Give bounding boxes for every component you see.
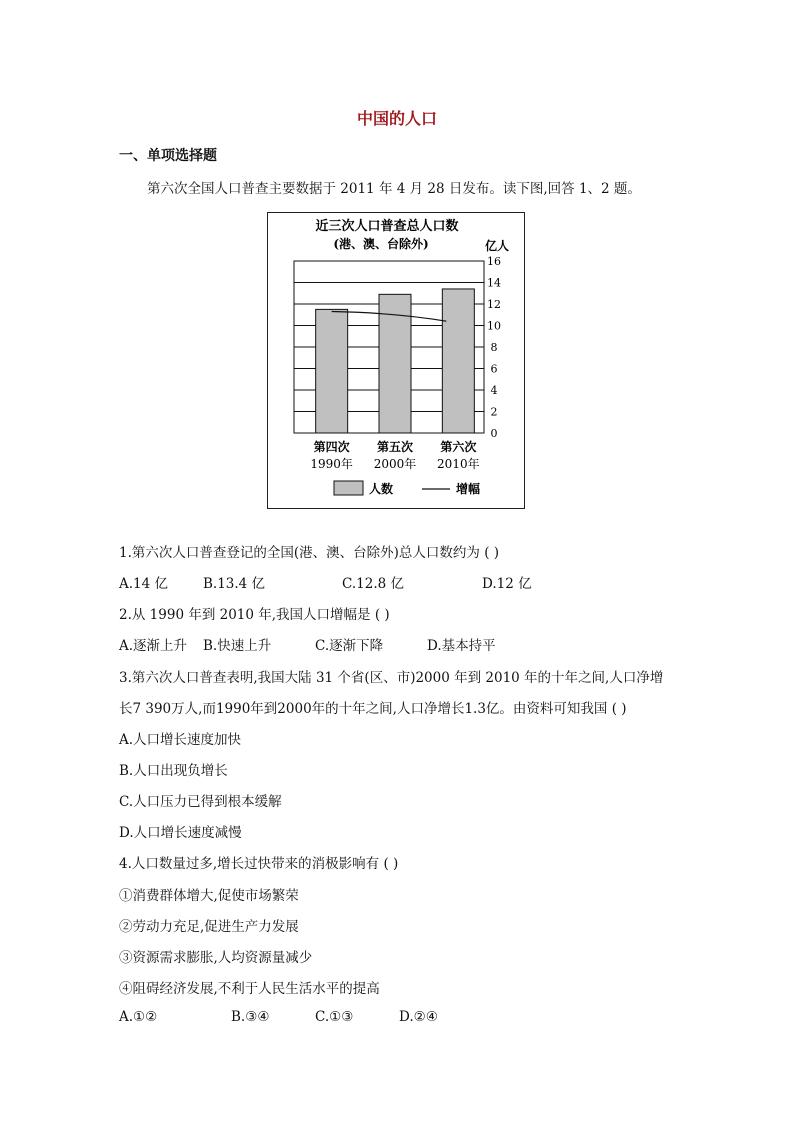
q1-option-d[interactable]: D.12 亿 xyxy=(482,576,532,592)
x-tick-label: 第六次 xyxy=(440,440,477,454)
q3-option-a[interactable]: A.人口增长速度加快 xyxy=(119,732,242,748)
y-axis-label: 亿人 xyxy=(484,239,510,253)
chart-svg xyxy=(268,213,524,508)
legend-label-bar: 人数 xyxy=(369,482,394,496)
chart-title: 近三次人口普查总人口数 xyxy=(315,219,459,234)
question-2-options xyxy=(119,634,496,654)
question-1-options xyxy=(119,572,532,592)
y-tick-label: 10 xyxy=(487,319,501,333)
q2-option-d[interactable]: D.基本持平 xyxy=(427,638,496,654)
bar xyxy=(316,309,348,433)
q4-item-3: ③资源需求膨胀,人均资源量减少 xyxy=(119,950,313,966)
y-tick-label: 0 xyxy=(490,427,498,440)
x-tick-label: 第四次 xyxy=(313,440,350,454)
y-tick-label: 6 xyxy=(490,362,498,376)
question-3-stem-line-1: 3.第六次人口普查表明,我国大陆 31 个省(区、市)2000 年到 2010 年的十年之间,人口净增 xyxy=(119,670,664,686)
page-title: 中国的人口 xyxy=(356,109,437,128)
q2-option-b[interactable]: B.快速上升 xyxy=(203,638,272,654)
q4-option-b[interactable]: B.③④ xyxy=(231,1009,270,1025)
q4-option-d[interactable]: D.②④ xyxy=(399,1009,438,1025)
question-1-stem: 1.第六次人口普查登记的全国(港、澳、台除外)总人口数约为 ( ) xyxy=(119,545,500,561)
q2-option-a[interactable]: A.逐渐上升 xyxy=(119,638,188,654)
question-4-stem: 4.人口数量过多,增长过快带来的消极影响有 ( ) xyxy=(119,856,399,872)
q2-option-c[interactable]: C.逐渐下降 xyxy=(315,638,384,654)
y-tick-label: 4 xyxy=(490,384,498,397)
population-chart xyxy=(267,212,525,509)
q3-option-c[interactable]: C.人口压力已得到根本缓解 xyxy=(119,794,282,810)
question-2-stem: 2.从 1990 年到 2010 年,我国人口增幅是 ( ) xyxy=(119,607,390,623)
chart-subtitle: (港、澳、台除外) xyxy=(333,237,429,251)
q3-option-b[interactable]: B.人口出现负增长 xyxy=(119,763,228,779)
question-3-stem-line-2: 长7 390万人,而1990年到2000年的十年之间,人口净增长1.3亿。由资料可知我国 ( ) xyxy=(119,701,627,717)
y-tick-label: 8 xyxy=(490,341,498,354)
q4-item-1: ①消费群体增大,促使市场繁荣 xyxy=(119,888,299,904)
y-tick-label: 16 xyxy=(487,255,501,268)
q1-option-c[interactable]: C.12.8 亿 xyxy=(342,576,404,592)
x-tick-year: 1990年 xyxy=(310,457,353,471)
q4-item-2: ②劳动力充足,促进生产力发展 xyxy=(119,919,299,935)
q4-item-4: ④阻碍经济发展,不利于人民生活水平的提高 xyxy=(119,981,380,997)
section-heading: 一、单项选择题 xyxy=(119,148,217,164)
q4-option-a[interactable]: A.①② xyxy=(119,1009,158,1025)
intro-text: 第六次全国人口普查主要数据于 2011 年 4 月 28 日发布。读下图,回答 1、2 题。 xyxy=(147,181,641,197)
legend-swatch-bar xyxy=(334,481,363,495)
y-tick-label: 14 xyxy=(487,276,501,290)
x-tick-year: 2000年 xyxy=(373,457,417,471)
legend-label-line: 增幅 xyxy=(456,482,481,496)
x-tick-label: 第五次 xyxy=(376,440,414,454)
x-tick-year: 2010年 xyxy=(437,457,480,471)
q1-option-a[interactable]: A.14 亿 xyxy=(119,576,169,592)
q3-option-d[interactable]: D.人口增长速度减慢 xyxy=(119,825,242,841)
q4-option-c[interactable]: C.①③ xyxy=(315,1009,354,1025)
y-tick-label: 2 xyxy=(490,405,498,419)
q1-option-b[interactable]: B.13.4 亿 xyxy=(203,576,266,592)
y-tick-label: 12 xyxy=(487,298,501,311)
bar xyxy=(442,289,474,433)
question-4-options xyxy=(119,1009,438,1025)
